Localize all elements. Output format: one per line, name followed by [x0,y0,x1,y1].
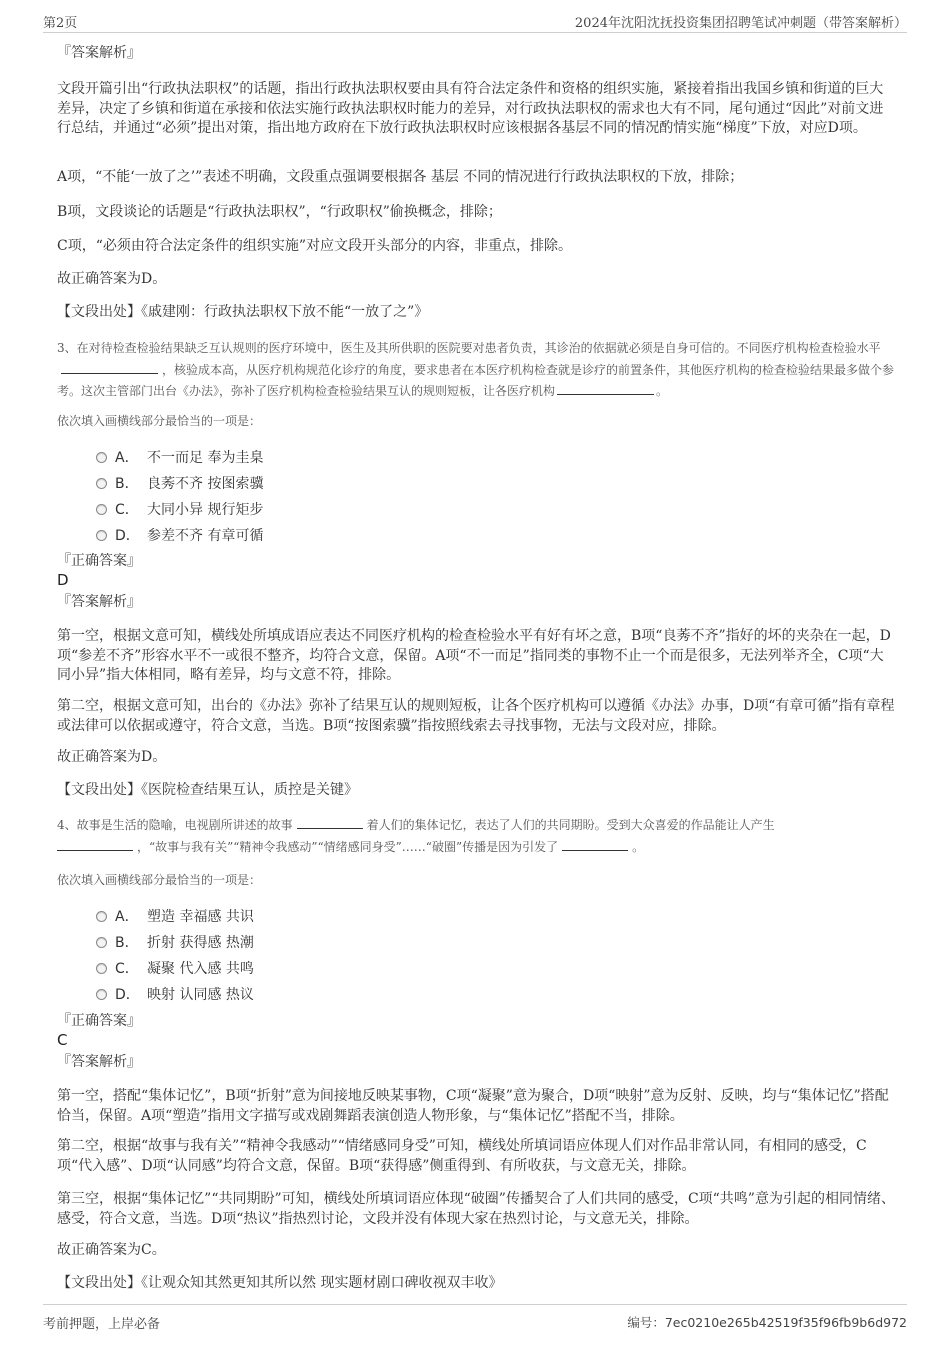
q4-option-c[interactable]: C． 凝聚 代入感 共鸣 [96,958,496,984]
radio-icon[interactable] [96,452,107,463]
q3-stem: 3、在对待检查检验结果缺乏互认规则的医疗环境中，医生及其所供职的医院要对患者负责，其诊治的依据就必须是自身可信的。不同医疗机构检查检验水平，核验成本高，从医疗机构规范化诊疗的角度，要求患者在本医疗机构检查就是诊疗的前置条件，其他医疗机构的检查检验结果最多做个参考。这次主管部门出台《办法》，弥补了医疗机构检查检验结果互认的规则短板，让各医疗机构 。 [57,341,895,398]
q4-source: 【文段出处】《让观众知其然更知其所以然 现实题材剧口碑收视双丰收》 [57,1275,503,1291]
q3-prompt: 依次填入画横线部分最恰当的一项是： [57,414,262,428]
q4-blank-3 [562,838,628,851]
radio-icon[interactable] [96,911,107,922]
q4-analysis-p3: 第三空，根据“集体记忆”“共同期盼”可知，横线处所填词语应体现“破圈”传播契合了人们共同的感受，C项“共鸣”意为引起的相同情绪、感受，符合文意，当选。D项“热议”指热烈讨论，文段并没有体现大家在热烈讨论，与文意无关，排除。 [57,1191,895,1227]
radio-icon[interactable] [96,504,107,515]
page-number: 第2页 [43,16,78,31]
q3-option-c[interactable]: C． 大同小异 规行矩步 [96,499,496,525]
q3-conclusion: 故正确答案为D。 [57,749,167,765]
q4-conclusion: 故正确答案为C。 [57,1242,166,1258]
q4-analysis-p1: 第一空，搭配“集体记忆”，B项“折射”意为间接地反映某事物，C项“凝聚”意为聚合，D项“映射”意为反射、反映，均与“集体记忆”搭配恰当，保留。A项“塑造”指用文字描写或戏剧舞蹈表演创造人物形象，与“集体记忆”搭配不当，排除。 [57,1088,889,1124]
q4-analysis-label: 『答案解析』 [57,1054,141,1070]
q2-analysis-label: 『答案解析』 [57,45,141,61]
q3-option-d[interactable]: D． 参差不齐 有章可循 [96,525,496,551]
radio-icon[interactable] [96,530,107,541]
q3-option-b[interactable]: B． 良莠不齐 按图索骥 [96,473,496,499]
q2-analysis-p1: 文段开篇引出“行政执法职权”的话题，指出行政执法职权要由具有符合法定条件和资格的组织实施，紧接着指出我国乡镇和街道的巨大差异，决定了乡镇和街道在承接和依法实施行政执法职权时能力的差异，对行政执法职权的需求也大有不同，尾句通过“因此”对前文进行总结，并通过“必须”提出对策，指出地方政府在下放行政执法职权时应该根据各基层不同的情况酌情实施“梯度”下放，对应D项。 [57,81,884,136]
q4-correct-label: 『正确答案』 [57,1013,141,1029]
q2-analysis-p2: A项，“不能‘一放了之’”表述不明确，文段重点强调要根据各 基层 不同的情况进行行政执法职权的下放，排除； [57,169,744,185]
q4-answer: C [57,1031,68,1049]
q2-analysis-p4: C项，“必须由符合法定条件的组织实施”对应文段开头部分的内容，非重点，排除。 [57,238,573,254]
radio-icon[interactable] [96,989,107,1000]
document-code: 编号：7ec0210e265b42519f35f96fb9b6d972 [627,1315,907,1330]
page-header [43,8,907,33]
q2-analysis-p3: B项，文段谈论的话题是“行政执法职权”，“行政职权”偷换概念，排除； [57,204,502,220]
radio-icon[interactable] [96,963,107,974]
q3-blank-1 [61,361,158,374]
document-title: 2024年沈阳沈抚投资集团招聘笔试冲刺题（带答案解析） [574,16,907,31]
q4-analysis-p2: 第二空，根据“故事与我有关”“精神令我感动”“情绪感同身受”可知，横线处所填词语应体现人们对作品非常认同，有相同的感受，C项“代入感”、D项“认同感”均符合文意，保留。B项“获得感”侧重得到、有所收获，与文意无关，排除。 [57,1138,867,1174]
q3-correct-label: 『正确答案』 [57,553,141,569]
q4-options [96,906,496,1010]
q2-conclusion: 故正确答案为D。 [57,271,167,287]
q4-stem: 4、故事是生活的隐喻，电视剧所讲述的故事 着人们的集体记忆，表达了人们的共同期盼。受到大众喜爱的作品能让人产生 ，“故事与我有关”“精神令我感动”“情绪感同身受”……“破圈”传播是因为引发了 。 [57,818,775,854]
q4-blank-1 [297,816,363,829]
q4-option-b[interactable]: B． 折射 获得感 热潮 [96,932,496,958]
q3-blank-2 [557,382,654,395]
footer-slogan: 考前押题，上岸必备 [43,1317,161,1332]
q4-option-d[interactable]: D． 映射 认同感 热议 [96,984,496,1010]
q3-analysis-p2: 第二空，根据文意可知，出台的《办法》弥补了结果互认的规则短板，让各个医疗机构可以遵循《办法》办事，D项“有章可循”指有章程或法律可以依据或遵守，符合文意，当选。B项“按图索骥”指按照线索去寻找事物，无法与文段对应，排除。 [57,698,895,734]
q3-analysis-p1: 第一空，根据文意可知，横线处所填成语应表达不同医疗机构的检查检验水平有好有坏之意，B项“良莠不齐”指好的坏的夹杂在一起，D项“参差不齐”形容水平不一或很不整齐，均符合文意，保留。A项“不一而足”指同类的事物不止一个而是很多，无法列举齐全，C项“大同小异”指大体相同，略有差异，均与文意不符，排除。 [57,628,891,683]
q3-answer: D [57,571,69,589]
q3-source: 【文段出处】《医院检查结果互认，质控是关键》 [57,782,358,798]
q3-option-a[interactable]: A． 不一而足 奉为圭臬 [96,447,496,473]
q2-source: 【文段出处】《戚建刚：行政执法职权下放不能“一放了之”》 [57,304,429,320]
page-footer [43,1304,907,1335]
q4-prompt: 依次填入画横线部分最恰当的一项是： [57,873,262,887]
radio-icon[interactable] [96,478,107,489]
q4-blank-2 [57,838,133,851]
q3-options [96,447,496,551]
q4-option-a[interactable]: A． 塑造 幸福感 共识 [96,906,496,932]
q3-analysis-label: 『答案解析』 [57,594,141,610]
radio-icon[interactable] [96,937,107,948]
